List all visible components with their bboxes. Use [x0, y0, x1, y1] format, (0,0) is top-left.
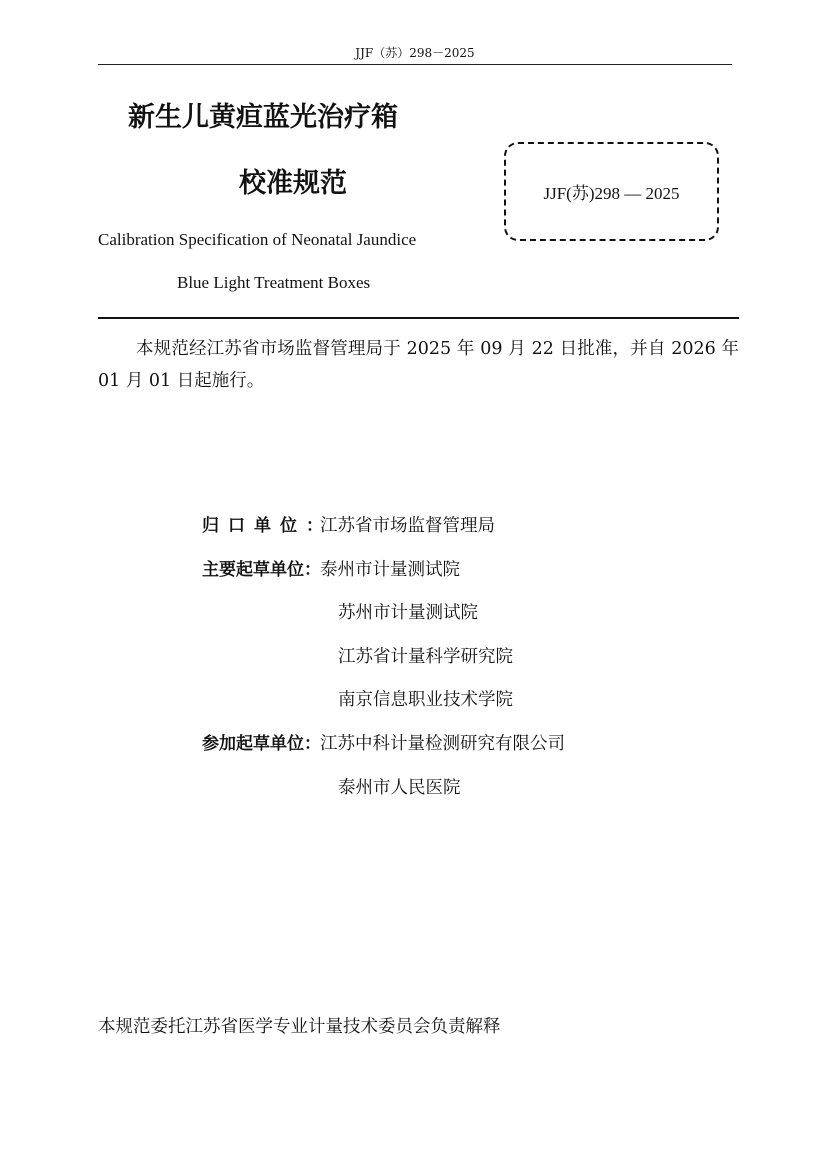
- centralized-unit-value: 江苏省市场监督管理局: [320, 516, 495, 536]
- title-divider: [98, 317, 739, 319]
- main-drafter-value: 泰州市计量测试院: [320, 560, 460, 580]
- header-divider: [98, 64, 732, 65]
- chinese-title-line2: 校准规范: [239, 168, 347, 199]
- approval-statement: 本规范经江苏省市场监督管理局于 2025 年 09 月 22 日批准，并自 2026 年 01 月 01 日起施行。: [98, 339, 739, 391]
- main-drafter-label: 主要起草单位：: [202, 560, 321, 580]
- participating-drafter-row: [202, 731, 565, 757]
- chinese-title-line1: 新生儿黄疸蓝光治疗箱: [128, 102, 398, 133]
- specification-code: JJF(苏)298 — 2025: [543, 184, 680, 203]
- english-title-line1: Calibration Specification of Neonatal Jaundice: [98, 230, 417, 249]
- main-drafter-row: [202, 557, 460, 583]
- participating-drafter-item: 泰州市人民医院: [338, 778, 461, 798]
- interpretation-statement: 本规范委托江苏省医学专业计量技术委员会负责解释: [98, 1017, 501, 1037]
- participating-drafter-value: 江苏中科计量检测研究有限公司: [320, 734, 565, 754]
- specification-code-box: [504, 142, 719, 241]
- english-title-line2: Blue Light Treatment Boxes: [177, 273, 371, 292]
- centralized-unit-label: 归口单位：: [202, 516, 332, 536]
- participating-drafter-label: 参加起草单位：: [202, 734, 321, 754]
- page-header-code: JJF（苏）298－2025: [355, 46, 475, 60]
- main-drafter-item: 苏州市计量测试院: [338, 603, 478, 623]
- main-drafter-item: 江苏省计量科学研究院: [338, 647, 513, 667]
- main-drafter-item: 南京信息职业技术学院: [338, 690, 513, 710]
- centralized-unit-row: [202, 513, 495, 539]
